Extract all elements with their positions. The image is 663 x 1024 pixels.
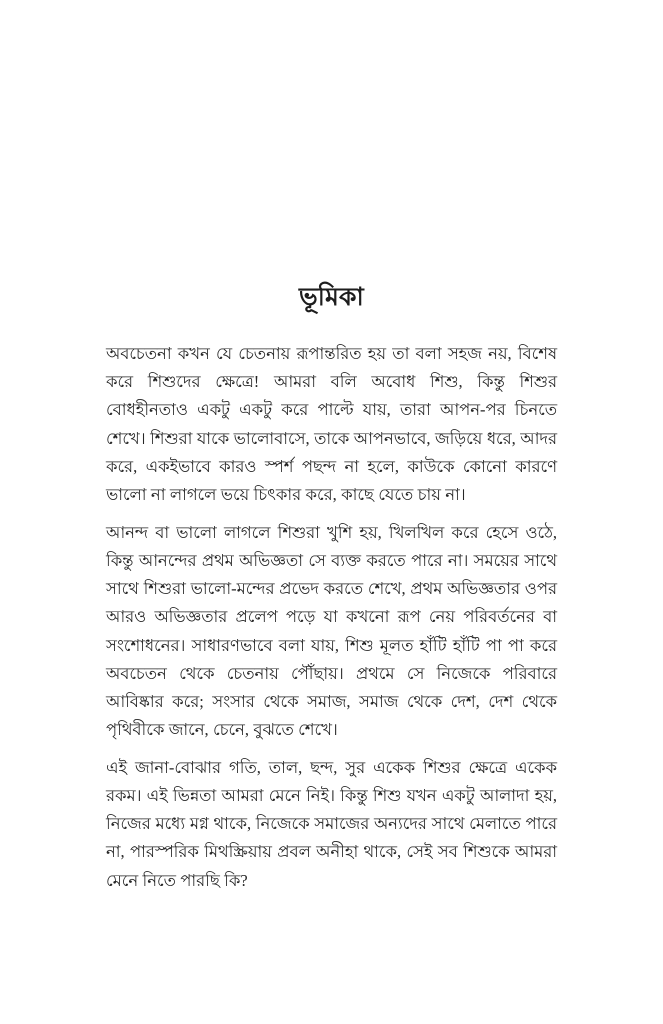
- text-block: [106, 282, 557, 895]
- body-paragraph-3: এই জানা-বোঝার গতি, তাল, ছন্দ, সুর একেক শিশুর ক্ষেত্রে একেক রকম। এই ভিন্নতা আমরা মেনে নিই। কিন্তু শিশু যখন একটু আলাদা হয়, নিজের মধ্যে মগ্ন থাকে, নিজেকে সমাজের অন্যদের সাথে মেলাতে পারে না, পারস্পরিক মিথস্ক্রিয়ায় প্রবল অনীহা থাকে, সেই সব শিশুকে আমরা মেনে নিতে পারছি কি?: [106, 757, 557, 890]
- body-paragraph-1: অবচেতনা কখন যে চেতনায় রূপান্তরিত হয় তা বলা সহজ নয়, বিশেষ করে শিশুদের ক্ষেত্রে! আমরা বলি অবোধ শিশু, কিন্তু শিশুর বোধহীনতাও একটু একটু করে পাল্টে যায়, তারা আপন-পর চিনতে শেখে। শিশুরা যাকে ভালোবাসে, তাকে আপনভাবে, জড়িয়ে ধরে, আদর করে, একইভাবে কারও স্পর্শ পছন্দ না হলে, কাউকে কোনো কারণে ভালো না লাগলে ভয়ে চিৎকার করে, কাছে যেতে চায় না।: [106, 344, 557, 505]
- page-title: ভূমিকা: [298, 284, 364, 311]
- body-paragraph-2: আনন্দ বা ভালো লাগলে শিশুরা খুশি হয়, খিলখিল করে হেসে ওঠে, কিন্তু আনন্দের প্রথম অভিজ্ঞতা সে ব্যক্ত করতে পারে না। সময়ের সাথে সাথে শিশুরা ভালো-মন্দের প্রভেদ করতে শেখে, প্রথম অভিজ্ঞতার ওপর আরও অভিজ্ঞতার প্রলেপ পড়ে যা কখনো রূপ নেয় পরিবর্তনের বা সংশোধনের। সাধারণভাবে বলা যায়, শিশু মূলত হাঁটি হাঁটি পা পা করে অবচেতন থেকে চেতনায় পৌঁছায়। প্রথমে সে নিজেকে পরিবারে আবিষ্কার করে; সংসার থেকে সমাজ, সমাজ থেকে দেশ, দেশ থেকে পৃথিবীকে জানে, চেনে, বুঝতে শেখে।: [106, 522, 557, 740]
